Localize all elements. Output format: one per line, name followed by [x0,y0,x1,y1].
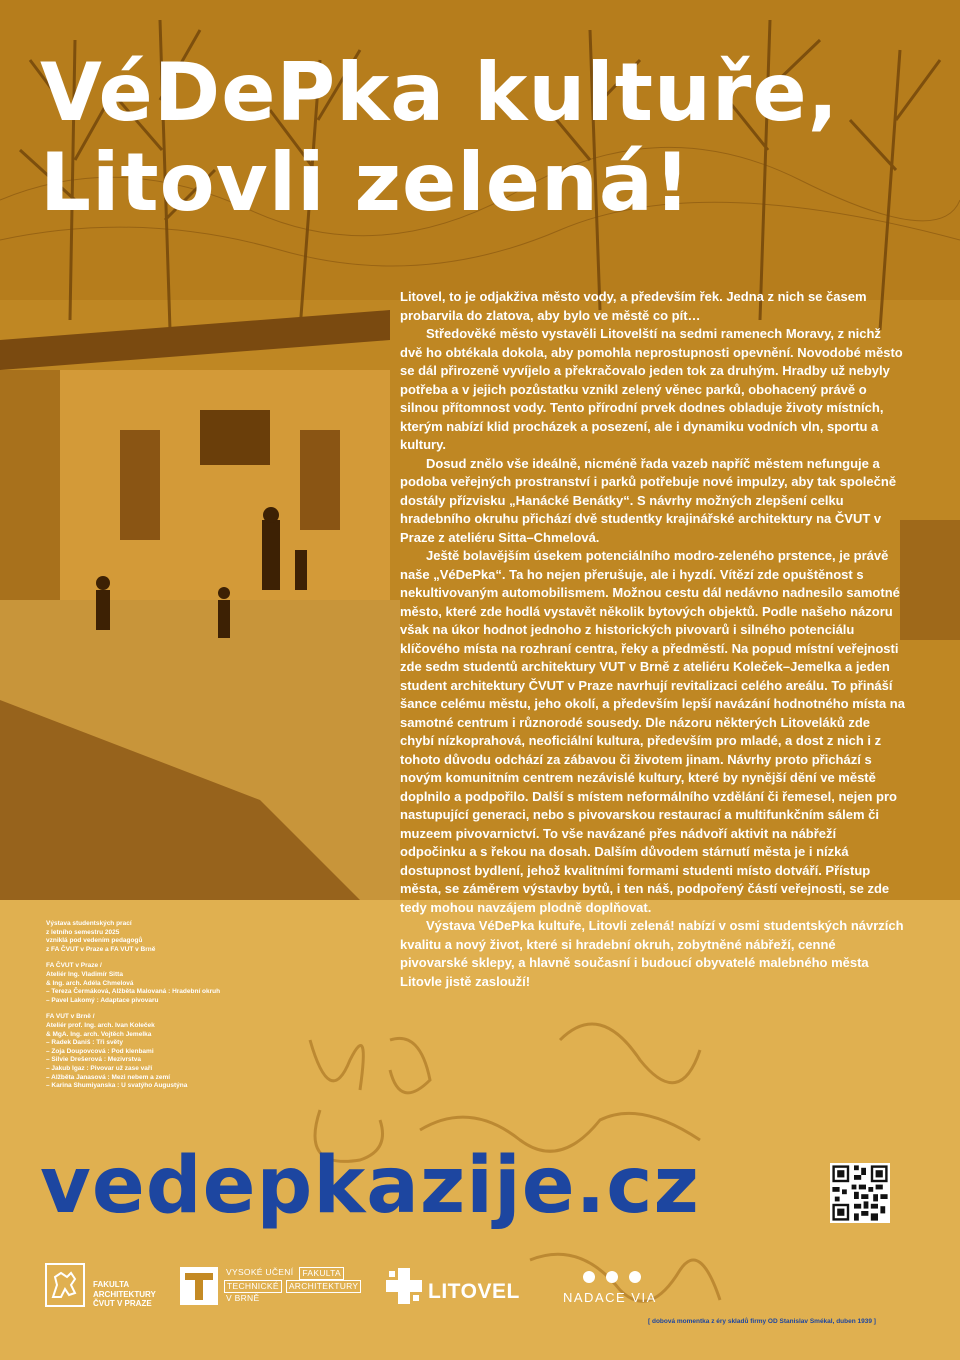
credits-line: FA VUT v Brně / [46,1013,95,1021]
cvut-logo-line: ČVUT V PRAZE [93,1299,152,1308]
credits-line: z letního semestru 2025 [46,928,120,936]
vut-t-logo-icon [180,1267,218,1305]
credits-line: vzniklá pod vedením pedagogů [46,937,143,945]
credits-line: Ateliér Ing. Vladimír Sitta [46,970,123,978]
nadace-via-dots-logo-icon [582,1270,642,1284]
credits-cvut [46,962,276,1005]
body-paragraph-4: Ještě bolavějším úsekem potenciálního modro-zeleného prstence, je právě naše „VéDePka“. Ta ho nejen přerušuje, ale i hyzdí. Vítězí zde opuštěnost s nekultivovaným automobilismem. Možnou cestu dál nedávno nadnesilo samotné město, které zde hodlá vystavět několik bytových objektů. Podle našeho názoru však na úkor hodnot jednoho z historických pivovarů i silného potenciálu klíčového místa na rozhraní centra, řeky a předměstí. Na popud místní veřejnosti zde sedm studentů architektury VUT v Brně z ateliéru Koleček–Jemelka a jeden student architektury ČVUT v Praze navrhují revitalizaci celého areálu. To přináší šance celému městu, jeho okolí, a především lepší navázání hodnotného místa na samotné centrum i různorodé sousedy. Dle názoru některých Litoveláků zde chybí nízkoprahová, neoficiální kultura, především pro mladé, a dost z nich i z tohoto důvodu odchází za zábavou či životem jinam. Návrhy proto přichází s novým komunitním centrem nezávislé kultury, které by nynější dění ve městě doplnilo a podpořilo. Další s místem neformálního vzdělání či řemesel, nejen pro nastupující generaci, nebo s pivovarskou restaurací a multifunkčním sálem či muzeem pivovarnictví. To vše navázané přes nádvoří aktivit na nábřeží odpočinku a s řekou na dosah. Dalším důvodem stárnutí města je i nízká dostupnost bydlení, jehož kvalitními formami studenti místo dotváří. Přístup města, se záměrem výstavby bytů, i ten náš, podpořený částí veřejnosti, se zde tedy mohou navzájem plodně doplňovat. [400,548,905,915]
credits-line: – Alžběta Janasová : Mezi nebem a zemí [46,1073,171,1081]
credits-line: z FA ČVUT v Praze a FA VUT v Brně [46,945,156,953]
photo-caption: [ dobová momentka z éry skladů firmy OD Stanislav Smékal, duben 1939 ] [648,1318,876,1325]
vut-logo-word: TECHNICKÉ [224,1280,282,1293]
vut-logo-text [224,1267,361,1306]
cvut-logo-line: ARCHITEKTURY [93,1289,156,1299]
partner-logos [0,1260,960,1320]
credits-line: & Ing. arch. Adéla Chmelová [46,979,134,987]
litovel-logo-text: LITOVEL [428,1280,520,1303]
credits-line: Výstava studentských prací [46,920,132,927]
body-paragraph-3: Dosud znělo vše ideálně, nicméně řada vazeb napříč městem nefunguje a podoba veřejných prostranství i parků potřebuje nové impulzy, aby tak společně dostály přízvisku „Hanácké Benátky“. S návrhy možných zlepšení celku hradebního okruhu přichází dvě studentky krajinářské architektury na ČVUT v Praze z ateliéru Sitta–Chmelová. [400,455,897,545]
body-paragraph-2: Středověké město vystavěli Litovelští na sedmi ramenech Moravy, z nichž dvě ho obtékala dokola, aby pomohla neprostupnosti opevnění. Novodobé město se dál přirozeně vyvíjelo a překračovalo jeden tok za druhým. Hradby už nebyly potřeba a v jejich pozůstatku vznikl zelený věnec parků, obohacený právě o silnou přítomnost vody. Tento přírodní prvek dodnes obladuje životy místních, kterým nabízí klid procházek a posezení, ale i dynamiku vodních vln, sportu a kultury. [400,326,903,452]
credits-line: – Karina Shumiyanska : U svatýho Augustýna [46,1082,188,1090]
cvut-logo-text [93,1280,156,1309]
nadace-via-logo-text: NADACE VIA [563,1290,657,1305]
credits-line: – Silvie Drešerová : Mezivrstva [46,1056,142,1064]
title-line-2: Litovli zelená! [40,136,692,229]
qr-code-icon[interactable] [830,1163,890,1223]
cvut-logo-line: FAKULTA [93,1280,130,1289]
credits-line: – Zoja Doupovcová : Pod klenbami [46,1047,154,1055]
credits-vut [46,1013,276,1090]
credits-line: – Jakub Igaz : Pivovar už zase vaří [46,1064,153,1072]
body-paragraph-5: Výstava VéDePka kultuře, Litovli zelená! nabízí v osmi studentských návrzích kvalitu a nový život, které si hradební okruh, zobytněné nábřeží, cenné pivovarské sklepy, a hlavně současní i budoucí obyvatelé malebného města Litovle jistě zaslouží! [400,918,904,989]
credits-line: FA ČVUT v Praze / [46,962,102,970]
credits-line: & MgA. Ing. arch. Vojtěch Jemelka [46,1030,152,1038]
vut-logo-word: VYSOKÉ UČENÍ [226,1267,294,1277]
litovel-cross-logo-icon [386,1268,422,1304]
vut-logo-word: V BRNĚ [226,1293,260,1303]
exhibition-credits [46,920,276,1099]
vut-logo-word: FAKULTA [299,1267,344,1280]
body-paragraph-1: Litovel, to je odjakživa město vody, a především řek. Jedna z nich se časem probarvila do zlatova, aby bylo ve městě co pít… [400,289,867,323]
credits-line: Ateliér prof. Ing. arch. Ivan Koleček [46,1021,155,1029]
poster-title [40,48,920,228]
vut-logo-word: ARCHITEKTURY [286,1280,362,1293]
body-text [400,288,905,991]
credits-line: – Tereza Čermáková, Alžběta Malovaná : Hradební okruh [46,988,221,996]
credits-line: – Radek Daniš : Tři světy [46,1039,123,1047]
website-url[interactable]: vedepkazije.cz [40,1141,700,1231]
title-line-1: VéDePka kultuře, [40,46,840,139]
credits-intro [46,920,276,954]
cvut-lion-logo-icon [45,1263,85,1307]
credits-line: – Pavel Lakomý : Adaptace pivovaru [46,996,159,1004]
